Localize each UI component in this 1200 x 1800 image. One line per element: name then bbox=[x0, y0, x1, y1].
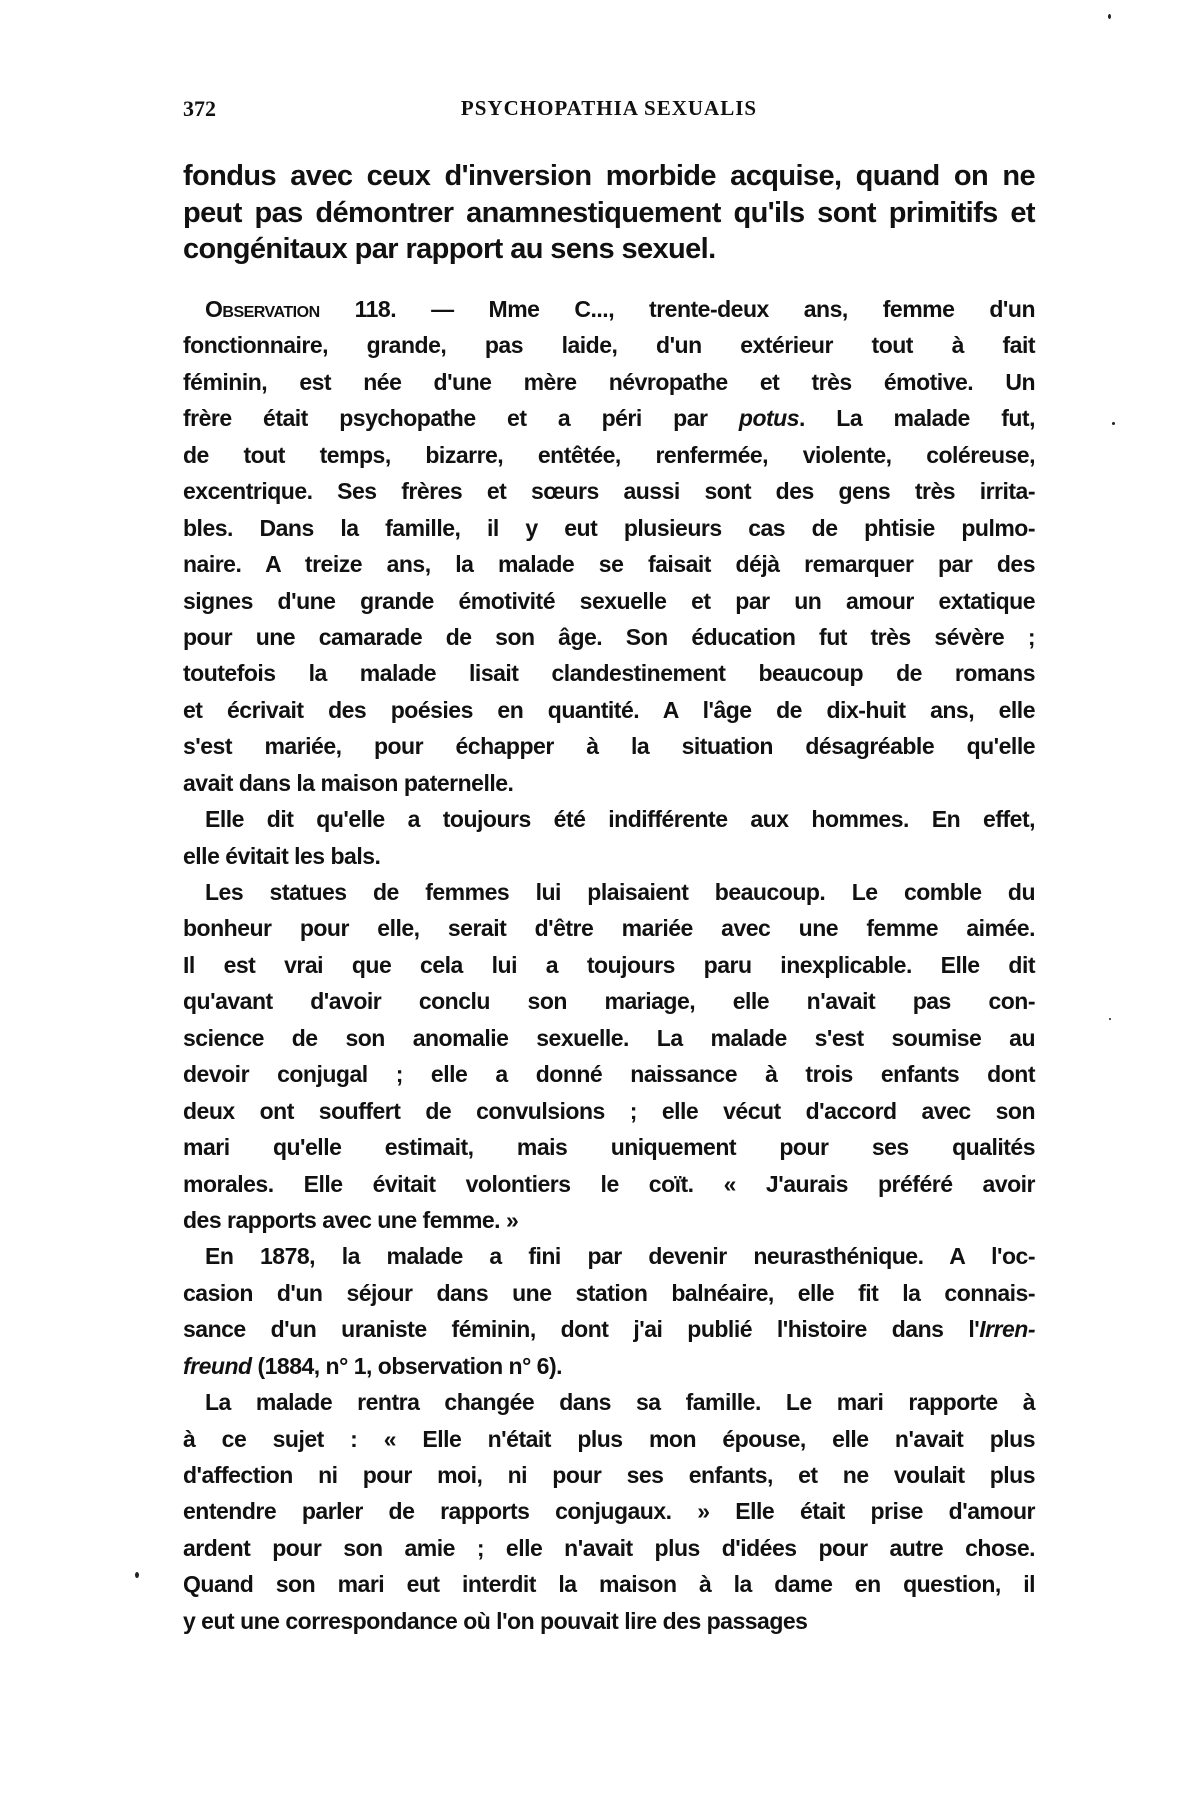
text-segment: peut pas démontrer anamnestiquement qu'ils sont primitifs et bbox=[183, 196, 1035, 229]
text-line bbox=[183, 473, 1035, 509]
text-segment: congénitaux par rapport au sens sexuel. bbox=[183, 233, 716, 265]
text-line bbox=[183, 838, 1035, 874]
text-line bbox=[183, 983, 1035, 1019]
text-line bbox=[183, 1238, 1035, 1274]
text-segment: à ce sujet : « Elle n'était plus mon épouse, elle n'avait plus bbox=[183, 1425, 1035, 1452]
text-segment: casion d'un séjour dans une station balnéaire, elle fit la connais- bbox=[183, 1279, 1035, 1306]
page-number: 372 bbox=[183, 96, 216, 121]
text-line bbox=[183, 327, 1035, 363]
text-segment: d'affection ni pour moi, ni pour ses enfants, et ne voulait plus bbox=[183, 1462, 1035, 1488]
italic-text: freund bbox=[183, 1352, 252, 1379]
intro-paragraph bbox=[183, 158, 1035, 268]
text-segment: fonctionnaire, grande, pas laide, d'un extérieur tout à fait bbox=[183, 332, 1035, 359]
text-line bbox=[183, 1566, 1035, 1602]
text-segment: bles. Dans la famille, il y eut plusieurs cas de phtisie pulmo- bbox=[183, 514, 1035, 541]
text-segment: frère était psychopathe et a péri par bbox=[183, 405, 739, 432]
text-segment: Il est vrai que cela lui a toujours paru inexplicable. Elle dit bbox=[183, 951, 1035, 978]
text-segment: deux ont souffert de convulsions ; elle vécut d'accord avec son bbox=[183, 1097, 1035, 1124]
text-segment: y eut une correspondance où l'on pouvait lire des passages bbox=[183, 1607, 808, 1634]
text-line bbox=[183, 655, 1035, 691]
italic-text: potus bbox=[738, 405, 799, 432]
text-line bbox=[183, 801, 1035, 837]
text-line bbox=[183, 1530, 1035, 1566]
text-line bbox=[183, 1056, 1035, 1092]
text-segment: de tout temps, bizarre, entêtée, renfermée, violente, coléreuse, bbox=[183, 441, 1035, 468]
text-segment: pour une camarade de son âge. Son éducation fut très sévère ; bbox=[183, 623, 1035, 650]
text-segment: avait dans la maison paternelle. bbox=[183, 769, 514, 796]
text-segment: excentrique. Ses frères et sœurs aussi sont des gens très irrita- bbox=[183, 478, 1035, 505]
text-segment: (1884, n° 1, observation n° 6). bbox=[251, 1352, 562, 1379]
text-line bbox=[183, 437, 1035, 473]
text-line bbox=[183, 910, 1035, 946]
text-line bbox=[183, 291, 1035, 327]
text-line bbox=[183, 1603, 1035, 1639]
text-line bbox=[183, 1275, 1035, 1311]
text-line bbox=[183, 765, 1035, 801]
text-segment: féminin, est née d'une mère névropathe et très émotive. Un bbox=[183, 368, 1035, 395]
text-segment: s'est mariée, pour échapper à la situation désagréable qu'elle bbox=[183, 733, 1035, 760]
text-line bbox=[183, 1093, 1035, 1129]
text-segment: Elle dit qu'elle a toujours été indifférente aux hommes. En effet, bbox=[205, 806, 1035, 833]
text-line bbox=[183, 619, 1035, 655]
text-segment: Quand son mari eut interdit la maison à la dame en question, il bbox=[183, 1571, 1035, 1598]
text-line bbox=[183, 1020, 1035, 1056]
text-segment: morales. Elle évitait volontiers le coït. « J'aurais préféré avoir bbox=[183, 1170, 1035, 1197]
text-line bbox=[183, 1348, 1035, 1384]
running-title: PSYCHOPATHIA SEXUALIS bbox=[460, 96, 758, 120]
italic-text: Irren- bbox=[979, 1316, 1035, 1343]
text-segment: La malade rentra changée dans sa famille. Le mari rapporte à bbox=[205, 1389, 1035, 1416]
text-segment: mari qu'elle estimait, mais uniquement pour ses qualités bbox=[183, 1134, 1035, 1161]
text-segment: bonheur pour elle, serait d'être mariée avec une femme aimée. bbox=[183, 915, 1035, 942]
text-line bbox=[183, 1457, 1035, 1493]
text-segment: et écrivait des poésies en quantité. A l'âge de dix-huit ans, elle bbox=[183, 696, 1035, 723]
text-segment: devoir conjugal ; elle a donné naissance à trois enfants dont bbox=[183, 1061, 1035, 1088]
text-segment: fondus avec ceux d'inversion morbide acquise, quand on ne bbox=[183, 160, 1035, 192]
text-segment: des rapports avec une femme. » bbox=[183, 1206, 519, 1233]
small-caps-text: Observation bbox=[205, 296, 320, 322]
text-line bbox=[183, 1202, 1035, 1238]
text-segment: En 1878, la malade a fini par devenir neurasthénique. A l'oc- bbox=[205, 1243, 1035, 1270]
text-line bbox=[183, 583, 1035, 619]
scan-speck bbox=[135, 1572, 139, 1578]
text-line bbox=[183, 1129, 1035, 1165]
scan-speck bbox=[1109, 1018, 1111, 1020]
text-segment: naire. A treize ans, la malade se faisait déjà remarquer par des bbox=[183, 551, 1035, 578]
text-line bbox=[183, 728, 1035, 764]
text-segment: signes d'une grande émotivité sexuelle et par un amour extatique bbox=[183, 587, 1035, 614]
text-segment: . La malade fut, bbox=[799, 405, 1035, 432]
text-line bbox=[183, 1311, 1035, 1347]
text-line bbox=[183, 364, 1035, 400]
text-segment: Les statues de femmes lui plaisaient beaucoup. Le comble du bbox=[205, 879, 1035, 905]
text-segment: qu'avant d'avoir conclu son mariage, elle n'avait pas con- bbox=[183, 988, 1035, 1015]
text-line bbox=[183, 546, 1035, 582]
text-line bbox=[183, 874, 1035, 910]
text-line bbox=[183, 692, 1035, 728]
text-line bbox=[183, 1421, 1035, 1457]
text-segment: science de son anomalie sexuelle. La malade s'est soumise au bbox=[183, 1024, 1035, 1051]
observation-text bbox=[183, 291, 1035, 1639]
text-line bbox=[183, 1493, 1035, 1529]
text-line bbox=[183, 195, 1035, 232]
text-line bbox=[183, 158, 1035, 195]
text-segment: ardent pour son amie ; elle n'avait plus d'idées pour autre chose. bbox=[183, 1534, 1035, 1561]
text-segment: sance d'un uraniste féminin, dont j'ai publié l'histoire dans l' bbox=[183, 1316, 980, 1343]
scan-speck bbox=[1108, 14, 1111, 19]
text-line bbox=[183, 947, 1035, 983]
scan-speck bbox=[1112, 422, 1115, 425]
text-line bbox=[183, 231, 1035, 268]
text-segment: toutefois la malade lisait clandestinement beaucoup de romans bbox=[183, 660, 1035, 687]
text-line bbox=[183, 400, 1035, 436]
text-line bbox=[183, 1384, 1035, 1420]
text-line bbox=[183, 510, 1035, 546]
text-segment: elle évitait les bals. bbox=[183, 842, 381, 869]
text-line bbox=[183, 1166, 1035, 1202]
text-segment: 118. — Mme C..., trente-deux ans, femme d'un bbox=[319, 296, 1035, 322]
page-header bbox=[183, 96, 1035, 132]
text-segment: entendre parler de rapports conjugaux. » Elle était prise d'amour bbox=[183, 1498, 1035, 1525]
